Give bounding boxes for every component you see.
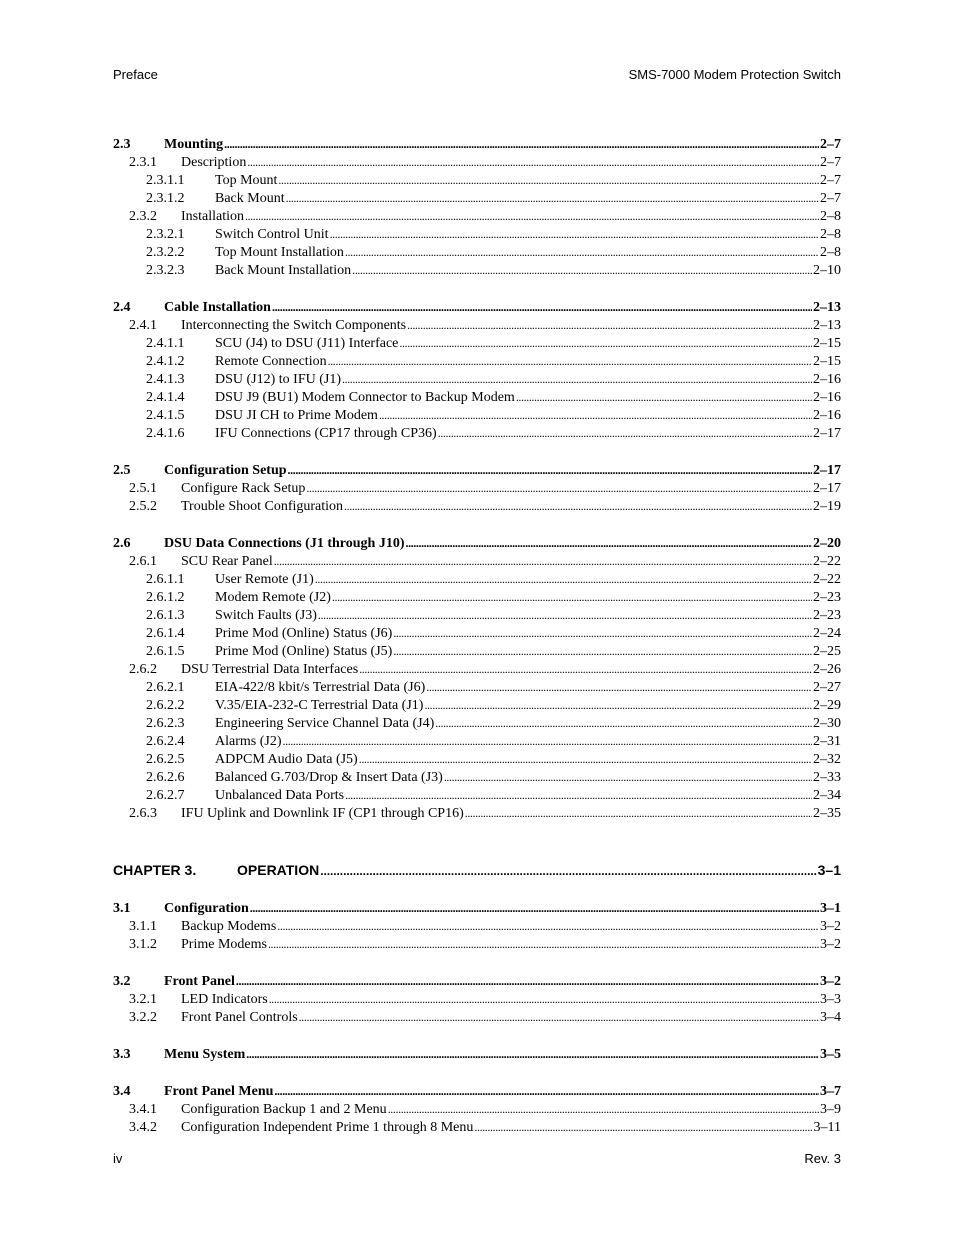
toc-entry-number: 2.6.1.5 — [146, 644, 185, 659]
toc-entry-page: 2–15 — [813, 354, 841, 369]
toc-entry-number: 2.5 — [113, 463, 131, 478]
header-section-label: Preface — [113, 67, 158, 82]
toc-entry[interactable] — [113, 935, 841, 953]
toc-entry-title: DSU (J12) to IFU (J1) — [215, 372, 341, 387]
toc-entry[interactable] — [113, 624, 841, 642]
toc-entry-title: Prime Mod (Online) Status (J5) — [215, 644, 393, 659]
toc-entry-page: 2–17 — [813, 426, 841, 441]
toc-dot-leader — [286, 189, 819, 208]
toc-entry[interactable] — [113, 388, 841, 406]
toc-entry[interactable] — [113, 804, 841, 822]
toc-dot-leader — [393, 624, 812, 643]
toc-spacer — [113, 279, 841, 298]
toc-entry-page: 2–15 — [813, 336, 841, 351]
toc-dot-leader — [274, 1082, 819, 1101]
toc-entry-page: 2–7 — [820, 155, 841, 170]
toc-spacer — [113, 1063, 841, 1082]
toc-spacer — [113, 442, 841, 461]
toc-entry-page: 2–27 — [813, 680, 841, 695]
toc-entry-number: 2.6.2.5 — [146, 752, 185, 767]
toc-entry-number: 3.4 — [113, 1084, 131, 1099]
toc-entry-page: 2–7 — [820, 173, 841, 188]
toc-entry-title: V.35/EIA-232-C Terrestrial Data (J1) — [215, 698, 424, 713]
toc-entry-page: 2–8 — [820, 209, 841, 224]
toc-spacer — [113, 822, 841, 841]
toc-entry-title: Trouble Shoot Configuration — [181, 499, 344, 514]
toc-entry-number: 2.6.3 — [129, 806, 157, 821]
toc-entry-number: 2.3.1.2 — [146, 191, 185, 206]
toc-entry-number: 2.4.1.6 — [146, 426, 185, 441]
toc-entry[interactable] — [113, 1045, 841, 1063]
toc-entry-title: Switch Control Unit — [215, 227, 329, 242]
toc-dot-leader — [277, 917, 819, 936]
toc-entry-title: Description — [181, 155, 247, 170]
toc-entry[interactable] — [113, 243, 841, 261]
toc-entry-title: SCU Rear Panel — [181, 554, 273, 569]
toc-dot-leader — [474, 1118, 812, 1137]
toc-entry[interactable] — [113, 899, 841, 917]
toc-dot-leader — [332, 588, 812, 607]
toc-dot-leader — [405, 534, 812, 553]
toc-entry[interactable] — [113, 972, 841, 990]
toc-entry[interactable] — [113, 370, 841, 388]
toc-entry-page: 3–2 — [820, 937, 841, 952]
toc-entry-title: DSU Terrestrial Data Interfaces — [181, 662, 359, 677]
toc-entry-number: 2.4.1.5 — [146, 408, 185, 423]
toc-spacer — [113, 515, 841, 534]
toc-entry-number: 2.6.2.7 — [146, 788, 185, 803]
toc-entry-title: DSU J9 (BU1) Modem Connector to Backup Modem — [215, 390, 515, 405]
toc-dot-leader — [274, 552, 812, 571]
toc-entry[interactable] — [113, 642, 841, 660]
toc-entry-number: 2.6.1.2 — [146, 590, 185, 605]
toc-entry-page: 2–16 — [813, 390, 841, 405]
toc-entry[interactable] — [113, 570, 841, 588]
toc-entry[interactable] — [113, 207, 841, 225]
toc-entry[interactable] — [113, 990, 841, 1008]
toc-entry-title: Modem Remote (J2) — [215, 590, 331, 605]
toc-entry[interactable] — [113, 750, 841, 768]
toc-entry-page: 2–30 — [813, 716, 841, 731]
toc-entry[interactable] — [113, 316, 841, 334]
toc-dot-leader — [299, 1008, 819, 1027]
toc-entry-number: 2.6.2.6 — [146, 770, 185, 785]
toc-entry-page: 2–22 — [813, 554, 841, 569]
toc-entry-page: 3–4 — [820, 1010, 841, 1025]
toc-entry-title: DSU Data Connections (J1 through J10) — [164, 536, 405, 551]
toc-dot-leader — [272, 298, 812, 317]
toc-entry[interactable] — [113, 1118, 841, 1136]
toc-entry[interactable] — [113, 1100, 841, 1118]
toc-entry-page: 2–10 — [813, 263, 841, 278]
toc-entry-title: Engineering Service Channel Data (J4) — [215, 716, 435, 731]
toc-entry-page: 2–23 — [813, 608, 841, 623]
toc-entry-number: 2.6.1.1 — [146, 572, 185, 587]
toc-dot-leader — [328, 352, 812, 371]
toc-entry-number: 2.4.1 — [129, 318, 157, 333]
toc-entry-number: 2.3.2 — [129, 209, 157, 224]
toc-dot-leader — [399, 334, 812, 353]
toc-spacer — [113, 841, 841, 860]
toc-chapter-entry[interactable] — [113, 860, 841, 880]
toc-dot-leader — [344, 497, 812, 516]
toc-entry-number: 2.4 — [113, 300, 131, 315]
toc-entry-title: Mounting — [164, 137, 224, 152]
toc-entry-title: Remote Connection — [215, 354, 327, 369]
toc-entry[interactable] — [113, 352, 841, 370]
toc-entry-title: Prime Mod (Online) Status (J6) — [215, 626, 393, 641]
toc-entry-title: Configuration Backup 1 and 2 Menu — [181, 1102, 387, 1117]
toc-entry-title: Installation — [181, 209, 244, 224]
toc-entry-title: ADPCM Audio Data (J5) — [215, 752, 358, 767]
toc-entry[interactable] — [113, 786, 841, 804]
toc-entry-page: 2–13 — [813, 318, 841, 333]
toc-entry-number: 3.3 — [113, 1047, 131, 1062]
toc-entry-title: Backup Modems — [181, 919, 277, 934]
toc-dot-leader — [283, 732, 813, 751]
toc-entry-number: 2.6.1.4 — [146, 626, 185, 641]
toc-entry-page: 3–11 — [813, 1120, 841, 1135]
toc-dot-leader — [424, 696, 812, 715]
toc-entry-title: Prime Modems — [181, 937, 267, 952]
toc-entry-number: 2.5.1 — [129, 481, 157, 496]
toc-dot-leader — [320, 860, 816, 881]
header-document-title: SMS-7000 Modem Protection Switch — [628, 67, 841, 82]
toc-entry-number: 3.4.1 — [129, 1102, 157, 1117]
toc-dot-leader — [330, 225, 819, 244]
toc-entry-title: Alarms (J2) — [215, 734, 282, 749]
toc-dot-leader — [465, 804, 812, 823]
toc-entry-title: Configuration Independent Prime 1 through 8 Menu — [181, 1120, 474, 1135]
toc-entry[interactable] — [113, 696, 841, 714]
toc-entry-title: Cable Installation — [164, 300, 271, 315]
toc-dot-leader — [268, 935, 819, 954]
toc-dot-leader — [407, 316, 812, 335]
toc-entry-page: 2–7 — [820, 137, 841, 152]
toc-entry-page: 3–1 — [820, 901, 841, 916]
toc-entry-page: 2–8 — [820, 227, 841, 242]
toc-entry-number: 2.4.1.2 — [146, 354, 185, 369]
toc-entry-number: 3.2.2 — [129, 1010, 157, 1025]
toc-entry-page: 3–1 — [817, 862, 841, 878]
toc-entry-number: 3.1 — [113, 901, 131, 916]
toc-dot-leader — [435, 714, 812, 733]
toc-entry-title: IFU Connections (CP17 through CP36) — [215, 426, 437, 441]
toc-entry-number: 2.6.1.3 — [146, 608, 185, 623]
toc-entry-number: 2.3.2.1 — [146, 227, 185, 242]
toc-entry-number: 3.2.1 — [129, 992, 157, 1007]
toc-entry-title: DSU JI CH to Prime Modem — [215, 408, 378, 423]
toc-dot-leader — [269, 990, 819, 1009]
toc-dot-leader — [342, 370, 812, 389]
toc-entry[interactable] — [113, 171, 841, 189]
toc-entry-page: 2–26 — [813, 662, 841, 677]
toc-entry[interactable] — [113, 298, 841, 316]
toc-entry[interactable] — [113, 732, 841, 750]
toc-dot-leader — [318, 606, 812, 625]
toc-dot-leader — [247, 153, 819, 172]
toc-entry-number: 2.4.1.4 — [146, 390, 185, 405]
toc-dot-leader — [388, 1100, 819, 1119]
toc-spacer — [113, 953, 841, 972]
toc-entry[interactable] — [113, 660, 841, 678]
toc-entry[interactable] — [113, 479, 841, 497]
toc-entry[interactable] — [113, 588, 841, 606]
toc-entry[interactable] — [113, 153, 841, 171]
toc-entry-number: 2.3.2.2 — [146, 245, 185, 260]
toc-entry-number: 2.6.2.1 — [146, 680, 185, 695]
toc-dot-leader — [224, 135, 819, 154]
toc-dot-leader — [438, 424, 812, 443]
toc-entry-title: Top Mount Installation — [215, 245, 344, 260]
toc-entry-title: Unbalanced Data Ports — [215, 788, 345, 803]
toc-entry[interactable] — [113, 406, 841, 424]
toc-dot-leader — [245, 207, 819, 226]
toc-dot-leader — [278, 171, 819, 190]
toc-entry-title: Menu System — [164, 1047, 246, 1062]
toc-entry-page: 3–3 — [820, 992, 841, 1007]
toc-entry-title: OPERATION — [237, 862, 320, 878]
toc-entry-page: 3–2 — [820, 919, 841, 934]
toc-entry-page: 2–8 — [820, 245, 841, 260]
toc-entry-page: 2–31 — [813, 734, 841, 749]
toc-entry-number: 2.6.2.4 — [146, 734, 185, 749]
toc-entry-title: Interconnecting the Switch Components — [181, 318, 407, 333]
toc-entry-title: IFU Uplink and Downlink IF (CP1 through CP16) — [181, 806, 464, 821]
toc-entry[interactable] — [113, 135, 841, 153]
toc-dot-leader — [345, 786, 812, 805]
toc-entry-page: 3–5 — [820, 1047, 841, 1062]
toc-entry-title: Front Panel — [164, 974, 235, 989]
toc-entry[interactable] — [113, 334, 841, 352]
toc-dot-leader — [288, 461, 812, 480]
toc-entry-title: Front Panel Controls — [181, 1010, 298, 1025]
toc-entry-page: 2–7 — [820, 191, 841, 206]
toc-entry-title: Top Mount — [215, 173, 278, 188]
toc-entry-number: 2.3.1 — [129, 155, 157, 170]
toc-entry[interactable] — [113, 1082, 841, 1100]
toc-entry-page: 3–2 — [820, 974, 841, 989]
footer-revision: Rev. 3 — [804, 1151, 841, 1166]
toc-entry-number: 2.3.2.3 — [146, 263, 185, 278]
toc-entry-page: 2–16 — [813, 408, 841, 423]
toc-entry-page: 2–22 — [813, 572, 841, 587]
toc-spacer — [113, 880, 841, 899]
toc-entry[interactable] — [113, 714, 841, 732]
toc-entry-title: Back Mount — [215, 191, 285, 206]
toc-entry-title: Configure Rack Setup — [181, 481, 306, 496]
toc-dot-leader — [359, 750, 812, 769]
toc-entry-title: LED Indicators — [181, 992, 268, 1007]
toc-dot-leader — [393, 642, 812, 661]
toc-entry[interactable] — [113, 552, 841, 570]
toc-entry-number: 2.6.2 — [129, 662, 157, 677]
table-of-contents — [113, 135, 841, 1136]
toc-entry[interactable] — [113, 1008, 841, 1026]
toc-entry[interactable] — [113, 534, 841, 552]
toc-entry-page: 2–32 — [813, 752, 841, 767]
toc-entry[interactable] — [113, 606, 841, 624]
toc-entry-page: 2–29 — [813, 698, 841, 713]
toc-entry-page: 2–13 — [813, 300, 841, 315]
toc-entry[interactable] — [113, 424, 841, 442]
toc-entry-page: 2–23 — [813, 590, 841, 605]
toc-entry-number: 2.6 — [113, 536, 131, 551]
toc-entry-page: 2–16 — [813, 372, 841, 387]
toc-entry-page: 2–19 — [813, 499, 841, 514]
toc-entry[interactable] — [113, 189, 841, 207]
toc-dot-leader — [352, 261, 812, 280]
toc-entry-number: 3.2 — [113, 974, 131, 989]
toc-entry-number: 3.4.2 — [129, 1120, 157, 1135]
toc-dot-leader — [444, 768, 812, 787]
toc-entry-number: 2.5.2 — [129, 499, 157, 514]
toc-entry[interactable] — [113, 225, 841, 243]
toc-entry[interactable] — [113, 461, 841, 479]
toc-entry-page: 3–9 — [820, 1102, 841, 1117]
toc-dot-leader — [236, 972, 819, 991]
toc-entry-number: 2.4.1.3 — [146, 372, 185, 387]
toc-entry[interactable] — [113, 917, 841, 935]
toc-entry-title: Back Mount Installation — [215, 263, 352, 278]
toc-entry[interactable] — [113, 261, 841, 279]
toc-dot-leader — [359, 660, 812, 679]
toc-entry-page: 2–34 — [813, 788, 841, 803]
toc-entry-title: EIA-422/8 kbit/s Terrestrial Data (J6) — [215, 680, 426, 695]
toc-entry-title: Configuration — [164, 901, 249, 916]
toc-spacer — [113, 1026, 841, 1045]
toc-dot-leader — [250, 899, 819, 918]
toc-entry[interactable] — [113, 768, 841, 786]
toc-dot-leader — [516, 388, 812, 407]
toc-dot-leader — [306, 479, 812, 498]
toc-entry-title: Front Panel Menu — [164, 1084, 274, 1099]
toc-entry-number: 2.4.1.1 — [146, 336, 185, 351]
toc-entry-number: 3.1.2 — [129, 937, 157, 952]
toc-entry-number: CHAPTER 3. — [113, 862, 197, 878]
toc-entry-title: Switch Faults (J3) — [215, 608, 317, 623]
toc-entry-page: 2–17 — [813, 463, 841, 478]
toc-entry-title: Balanced G.703/Drop & Insert Data (J3) — [215, 770, 443, 785]
toc-entry-number: 2.6.2.3 — [146, 716, 185, 731]
toc-entry-page: 2–33 — [813, 770, 841, 785]
toc-entry-number: 3.1.1 — [129, 919, 157, 934]
toc-entry-title: Configuration Setup — [164, 463, 287, 478]
toc-dot-leader — [246, 1045, 819, 1064]
toc-entry-title: User Remote (J1) — [215, 572, 314, 587]
toc-dot-leader — [379, 406, 812, 425]
toc-dot-leader — [345, 243, 819, 262]
toc-entry-number: 2.3 — [113, 137, 131, 152]
toc-entry-page: 3–7 — [820, 1084, 841, 1099]
toc-entry[interactable] — [113, 497, 841, 515]
toc-dot-leader — [426, 678, 812, 697]
toc-entry-page: 2–25 — [813, 644, 841, 659]
toc-entry-title: SCU (J4) to DSU (J11) Interface — [215, 336, 399, 351]
footer-page-number: iv — [113, 1151, 123, 1166]
toc-entry-page: 2–24 — [813, 626, 841, 641]
toc-entry-page: 2–35 — [813, 806, 841, 821]
toc-entry-page: 2–20 — [813, 536, 841, 551]
toc-dot-leader — [315, 570, 812, 589]
toc-entry-number: 2.6.1 — [129, 554, 157, 569]
toc-entry[interactable] — [113, 678, 841, 696]
toc-entry-number: 2.3.1.1 — [146, 173, 185, 188]
toc-entry-page: 2–17 — [813, 481, 841, 496]
toc-entry-number: 2.6.2.2 — [146, 698, 185, 713]
